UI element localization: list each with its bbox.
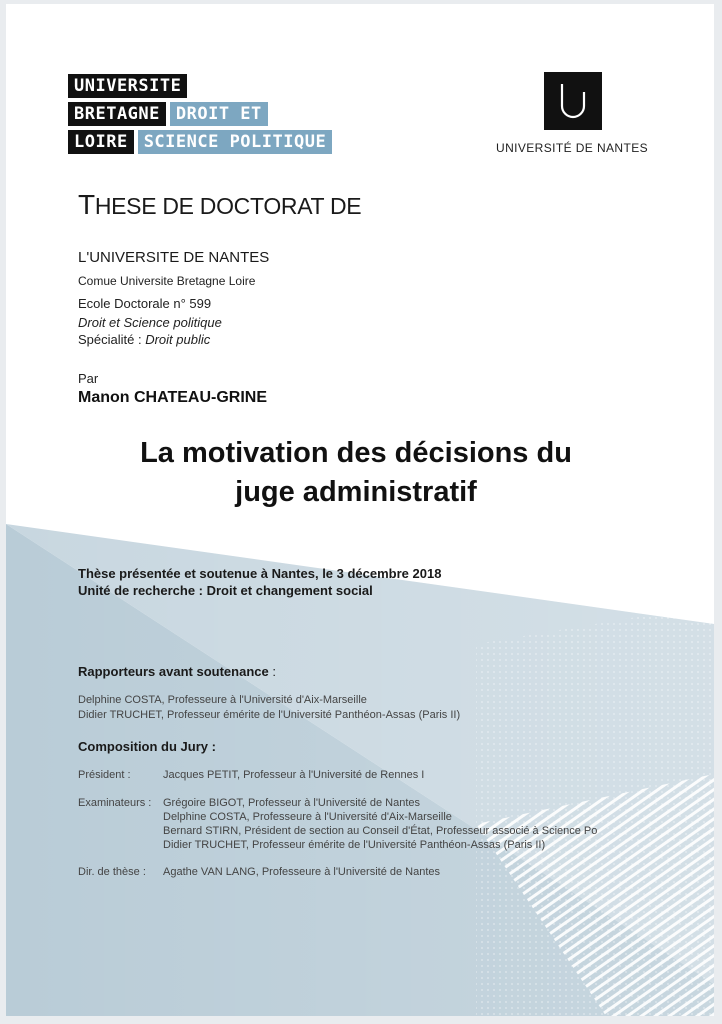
- author-name: Manon CHATEAU-GRINE: [78, 389, 268, 406]
- thesis-title: [66, 434, 646, 512]
- speciality-value: Droit public: [145, 332, 211, 347]
- nantes-logo-caption: UNIVERSITÉ DE NANTES: [496, 141, 649, 155]
- document-page: [6, 4, 714, 1016]
- comue-name: Comue Universite Bretagne Loire: [78, 274, 256, 288]
- president-label: Président :: [78, 769, 131, 781]
- document-heading-initial: T: [78, 189, 95, 220]
- examinateur-item: Delphine COSTA, Professeure à l'Université d'Aix-Marseille: [163, 811, 452, 823]
- ubl-logo-line3: LOIRE: [68, 130, 134, 154]
- examinateur-item: Grégoire BIGOT, Professeur à l'Université de Nantes: [163, 797, 421, 809]
- rapporteurs-heading: [78, 664, 276, 679]
- rapporteur-item: Delphine COSTA, Professeure à l'Université d'Aix-Marseille: [78, 694, 367, 706]
- thesis-title-line1: La motivation des décisions du: [140, 437, 572, 469]
- examinateur-item: Bernard STIRN, Président de section au Conseil d'État, Professeur associé à Science Po: [163, 825, 598, 837]
- by-label: Par: [78, 371, 99, 386]
- president-name: Jacques PETIT, Professeur à l'Université de Rennes I: [163, 769, 425, 781]
- speciality-label: Spécialité :: [78, 332, 146, 347]
- speciality: [78, 332, 210, 347]
- thesis-title-line2: juge administratif: [235, 476, 477, 508]
- document-heading-rest: HESE DE DOCTORAT DE: [94, 193, 362, 219]
- rapporteurs-heading-colon: :: [268, 664, 276, 679]
- ubl-logo-line1: UNIVERSITE: [68, 74, 187, 98]
- director-name: Agathe VAN LANG, Professeure à l'Université de Nantes: [163, 866, 441, 878]
- rapporteur-item: Didier TRUCHET, Professeur émérite de l'Université Panthéon-Assas (Paris II): [78, 709, 461, 721]
- defense-info: Thèse présentée et soutenue à Nantes, le 3 décembre 2018: [78, 566, 442, 581]
- document-heading: [78, 189, 361, 221]
- rapporteurs-heading-text: Rapporteurs avant soutenance: [78, 664, 269, 679]
- research-unit: Unité de recherche : Droit et changement social: [78, 583, 373, 598]
- examinateurs-label: Examinateurs :: [78, 797, 152, 809]
- nantes-logo-mark: [544, 72, 602, 130]
- ubl-logo-line2-accent: DROIT ET: [170, 102, 268, 126]
- director-label: Dir. de thèse :: [78, 866, 146, 878]
- ubl-logo-line3-accent: SCIENCE POLITIQUE: [138, 130, 333, 154]
- university-name: L'UNIVERSITE DE NANTES: [78, 249, 270, 266]
- examinateur-item: Didier TRUCHET, Professeur émérite de l'Université Panthéon-Assas (Paris II): [163, 839, 546, 851]
- doctoral-domain: Droit et Science politique: [78, 315, 222, 330]
- doctoral-school: Ecole Doctorale n° 599: [78, 296, 212, 311]
- ubl-logo-line2: BRETAGNE: [68, 102, 166, 126]
- jury-heading: Composition du Jury :: [78, 739, 216, 754]
